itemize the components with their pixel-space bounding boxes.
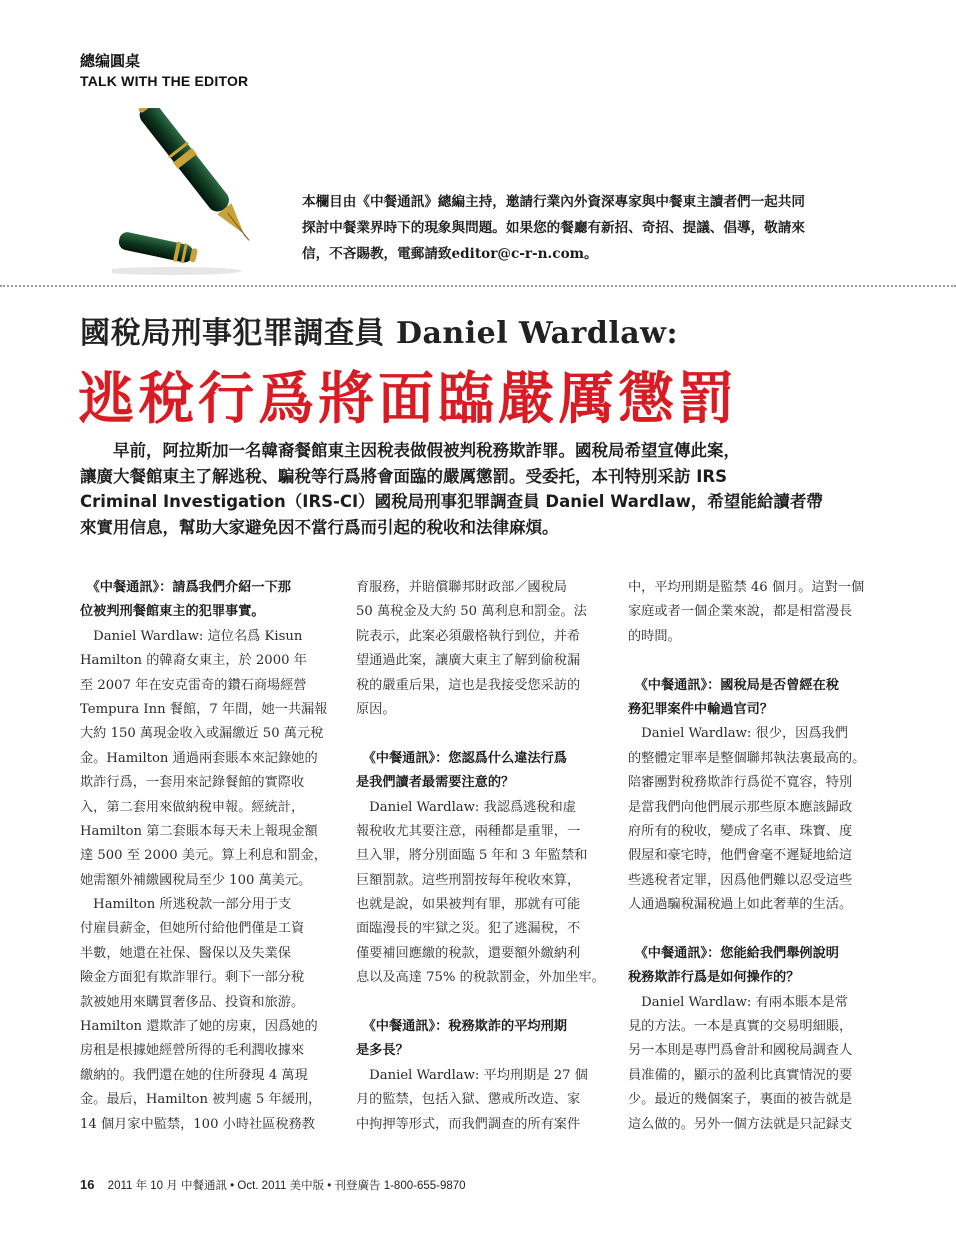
lede-line: 讓廣大餐館東主了解逃稅、騙稅等行爲將會面臨的嚴厲懲罰。受委托，本刊特別采訪 IRS: [80, 466, 727, 486]
article-line: 半數，她還在社保、醫保以及失業保: [80, 945, 291, 961]
article-line: 款被她用來購買奢侈品、投資和旅游。: [80, 994, 305, 1010]
article-line: 大約 150 萬現金收入或漏繳近 50 萬元稅: [80, 726, 324, 742]
question-line: 《中餐通訊》：您認爲什么違法行爲: [356, 750, 567, 766]
article-line: 僅要補回應繳的稅款，還要額外繳納利: [356, 945, 581, 961]
question-line: 《中餐通訊》：請爲我們介紹一下那: [80, 580, 291, 595]
article-line: 府所有的稅收，變成了名車、珠寶、度: [628, 823, 853, 839]
intro-line: 探討中餐業界時下的現象與問題。如果您的餐廳有新招、奇招、提議、倡導，敬請來: [302, 220, 805, 236]
article-line: 陪審團對稅務欺詐行爲從不寬容，特別: [628, 775, 853, 791]
article-line: 的整體定罪率是整個聯邦執法裏最高的。: [628, 750, 866, 766]
article-line: 人通過騙稅漏稅過上如此奢華的生活。: [628, 897, 853, 913]
article-column-3: [628, 576, 878, 1137]
article-line: 她需額外補繳國稅局至少 100 萬美元。: [80, 872, 312, 888]
article-line: 入，第二套用來做納稅申報。經統計，: [80, 799, 305, 815]
section-title-zh: 總编圓桌: [80, 52, 141, 70]
lede-line: 早前，阿拉斯加一名韓裔餐館東主因稅表做假被判稅務欺詐罪。國稅局希望宣傳此案，: [113, 441, 740, 460]
article-line: Hamilton 的韓裔女東主，於 2000 年: [80, 653, 307, 669]
article-line: 的時間。: [628, 628, 681, 644]
question-line: 務犯罪案件中輸過官司？: [628, 701, 774, 717]
article-line: Hamilton 所逃稅款一部分用于支: [80, 897, 292, 913]
footer-text: 2011 年 10 月 中餐通訊 • Oct. 2011 美中版 • 刊登廣告 1-800-655-9870: [107, 1180, 466, 1192]
section-title-en: TALK WITH THE EDITOR: [80, 73, 249, 89]
article-line: 金。最后，Hamilton 被判處 5 年緩刑，: [80, 1092, 322, 1108]
page-footer: [80, 1177, 466, 1193]
article-line: 達 500 至 2000 美元。算上利息和罰金，: [80, 848, 327, 864]
article-line: 院表示，此案必須嚴格執行到位，并希: [356, 628, 581, 644]
article-line: 見的方法。一本是真實的交易明細賬，: [628, 1019, 853, 1035]
question-line: 《中餐通訊》：您能給我們舉例說明: [628, 945, 839, 961]
article-line: 些逃稅者定罪，因爲他們難以忍受這些: [628, 872, 853, 888]
article-line: 付雇員薪金，但她所付給他們僅是工資: [80, 921, 305, 937]
article-line: [628, 649, 878, 673]
article-line: 另一本則是專門爲會計和國稅局調查人: [628, 1043, 853, 1059]
article-line: [628, 917, 878, 941]
article-line: 50 萬稅金及大約 50 萬利息和罰金。法: [356, 604, 587, 620]
article-line: 是當我們向他們展示那些原本應該歸政: [628, 799, 853, 815]
headline-title: 逃稅行爲將面臨嚴厲懲罰: [78, 367, 738, 432]
article-line: 息以及高達 75% 的稅款罰金，外加坐牢。: [356, 970, 605, 986]
article-line: Daniel Wardlaw: 這位名爲 Kisun: [80, 628, 303, 644]
question-line: 《中餐通訊》：國稅局是否曾經在稅: [628, 677, 839, 693]
article-line: [356, 991, 606, 1015]
article-line: 14 個月家中監禁，100 小時社區稅務教: [80, 1116, 315, 1132]
article-line: 房租是根據她經營所得的毛利潤收據來: [80, 1043, 305, 1059]
intro-line: 信，不吝賜教，電郵請致editor@c-r-n.com。: [302, 246, 598, 262]
article-line: 報稅收尤其要注意，兩種都是重罪，一: [356, 823, 581, 839]
article-line: 員准備的，顯示的盈利比真實情況的要: [628, 1067, 853, 1083]
question-line: 是我們讀者最需要注意的？: [356, 775, 515, 791]
article-line: 原因。: [356, 701, 396, 717]
article-line: 繳納的。我們還在她的住所發現 4 萬現: [80, 1067, 308, 1083]
article-column-2: [356, 576, 606, 1137]
article-line: Daniel Wardlaw: 很少，因爲我們: [628, 726, 848, 742]
lede-paragraph: [80, 438, 880, 540]
article-line: Daniel Wardlaw: 我認爲逃稅和虚: [356, 799, 576, 815]
question-line: 《中餐通訊》：稅務欺詐的平均刑期: [356, 1019, 567, 1035]
article-line: Daniel Wardlaw: 平均刑期是 27 個: [356, 1067, 588, 1083]
fountain-pen-illustration: [112, 108, 312, 278]
article-line: 中拘押等形式，而我們調查的所有案件: [356, 1116, 581, 1132]
headline-subtitle: 國稅局刑事犯罪調查員 Daniel Wardlaw:: [80, 316, 679, 351]
article-line: 旦入罪，將分別面臨 5 年和 3 年監禁和: [356, 848, 588, 864]
page-number: 16: [80, 1177, 95, 1192]
article-line: Hamilton 還欺詐了她的房東，因爲她的: [80, 1019, 318, 1035]
article-line: 巨額罰款。這些刑罰按每年稅收來算，: [356, 872, 581, 888]
intro-line: 本欄目由《中餐通訊》總編主持，邀請行業內外資深專家與中餐東主讀者們一起共同: [302, 194, 805, 210]
article-line: 也就是說，如果被判有罪，那就有可能: [356, 897, 581, 913]
article-line: 家庭或者一個企業來說，都是相當漫長: [628, 604, 853, 620]
article-line: 這么做的。另外一個方法就是只記録支: [628, 1116, 853, 1132]
article-line: 險金方面犯有欺詐罪行。剩下一部分稅: [80, 970, 305, 986]
article-line: 育服務，并賠償聯邦財政部／國稅局: [356, 580, 567, 595]
article-line: 面臨漫長的牢獄之災。犯了逃漏稅，不: [356, 921, 581, 937]
question-line: 位被判刑餐館東主的犯罪事實。: [80, 604, 265, 620]
article-line: 中，平均刑期是監禁 46 個月。這對一個: [628, 580, 865, 595]
article-line: [356, 722, 606, 746]
article-line: 少。最近的幾個案子，裏面的被告就是: [628, 1092, 853, 1108]
question-line: 稅務欺詐行爲是如何操作的？: [628, 970, 800, 986]
article-line: Tempura Inn 餐館，7 年間，她一共漏報: [80, 701, 328, 717]
lede-line: 來實用信息，幫助大家避免因不當行爲而引起的稅收和法律麻煩。: [80, 517, 559, 537]
article-line: 稅的嚴重后果，這也是我接受您采訪的: [356, 677, 581, 693]
article-line: 欺詐行爲，一套用來記錄餐館的實際收: [80, 775, 305, 791]
article-line: 金。Hamilton 通過兩套賬本來記錄她的: [80, 750, 318, 766]
question-line: 是多長？: [356, 1043, 409, 1059]
article-line: 假屋和豪宅時，他們會毫不遲疑地給這: [628, 848, 853, 864]
article-line: Hamilton 第二套賬本每天未上報現金額: [80, 823, 318, 839]
article-line: 至 2007 年在安克雷奇的鑽石商場經營: [80, 677, 307, 693]
article-line: 望通過此案，讓廣大東主了解到偷稅漏: [356, 653, 581, 669]
dotted-divider: [0, 285, 956, 287]
lede-line: Criminal Investigation（IRS-CI）國稅局刑事犯罪調查員 Daniel Wardlaw，希望能給讀者帶: [80, 492, 823, 511]
article-line: Daniel Wardlaw: 有兩本賬本是常: [628, 994, 848, 1010]
column-intro: [302, 189, 882, 267]
article-line: 月的監禁，包括入獄、懲戒所改造、家: [356, 1092, 581, 1108]
article-column-1: [80, 576, 330, 1137]
